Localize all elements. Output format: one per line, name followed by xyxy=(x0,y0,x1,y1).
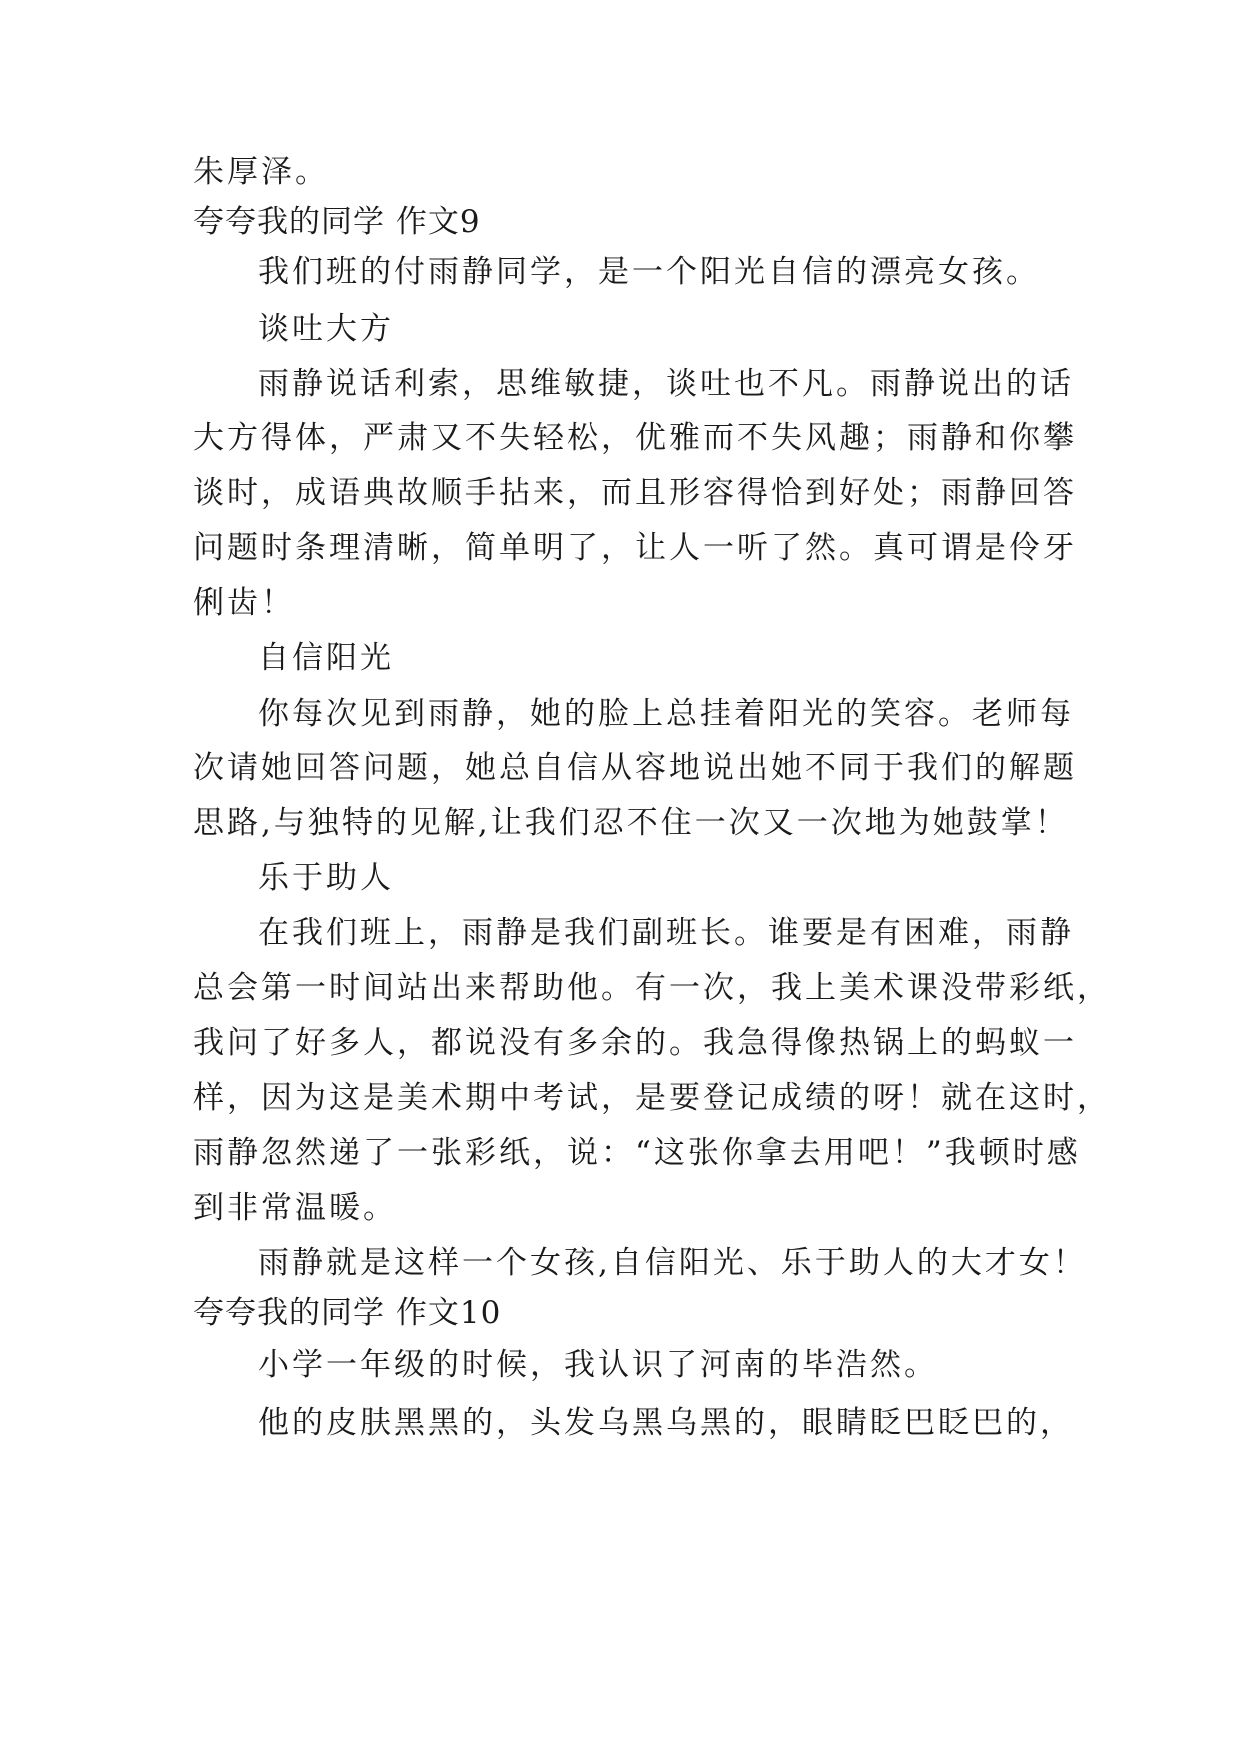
paragraph-line: 雨静就是这样一个女孩,自信阳光、乐于助人的大才女！ xyxy=(258,1245,1087,1281)
paragraph-line: 你每次见到雨静，她的脸上总挂着阳光的笑容。老师每 xyxy=(258,696,1074,732)
paragraph-line: 思路,与独特的见解,让我们忍不住一次又一次地为她鼓掌！ xyxy=(193,805,1069,841)
paragraph-line: 我问了好多人，都说没有多余的。我急得像热锅上的蚂蚁一 xyxy=(193,1025,1077,1061)
paragraph-line: 我们班的付雨静同学，是一个阳光自信的漂亮女孩。 xyxy=(258,254,1040,290)
essay-title: 夸夸我的同学 作文9 xyxy=(193,204,481,240)
paragraph-line: 大方得体，严肃又不失轻松，优雅而不失风趣；雨静和你攀 xyxy=(193,420,1077,456)
section-heading: 自信阳光 xyxy=(258,640,394,676)
paragraph-line: 小学一年级的时候，我认识了河南的毕浩然。 xyxy=(258,1347,938,1383)
paragraph-line: 雨静说话利索，思维敏捷，谈吐也不凡。雨静说出的话 xyxy=(258,366,1074,402)
paragraph-line: 在我们班上，雨静是我们副班长。谁要是有困难，雨静 xyxy=(258,915,1074,951)
paragraph-line: 谈时，成语典故顺手拈来，而且形容得恰到好处；雨静回答 xyxy=(193,475,1077,511)
text-line: 朱厚泽。 xyxy=(193,154,329,190)
paragraph-line: 样，因为这是美术期中考试，是要登记成绩的呀！就在这时， xyxy=(193,1080,1111,1116)
paragraph-line: 总会第一时间站出来帮助他。有一次，我上美术课没带彩纸， xyxy=(193,970,1111,1006)
paragraph-line: 俐齿！ xyxy=(193,585,295,621)
section-heading: 谈吐大方 xyxy=(258,311,394,347)
paragraph-line: 他的皮肤黑黑的，头发乌黑乌黑的，眼睛眨巴眨巴的， xyxy=(258,1405,1074,1441)
paragraph-line: 次请她回答问题，她总自信从容地说出她不同于我们的解题 xyxy=(193,750,1077,786)
section-heading: 乐于助人 xyxy=(258,860,394,896)
paragraph-line: 雨静忽然递了一张彩纸，说：“这张你拿去用吧！”我顿时感 xyxy=(193,1135,1081,1171)
paragraph-line: 到非常温暖。 xyxy=(193,1190,397,1226)
essay-title: 夸夸我的同学 作文10 xyxy=(193,1295,502,1331)
paragraph-line: 问题时条理清晰，简单明了，让人一听了然。真可谓是伶牙 xyxy=(193,530,1077,566)
